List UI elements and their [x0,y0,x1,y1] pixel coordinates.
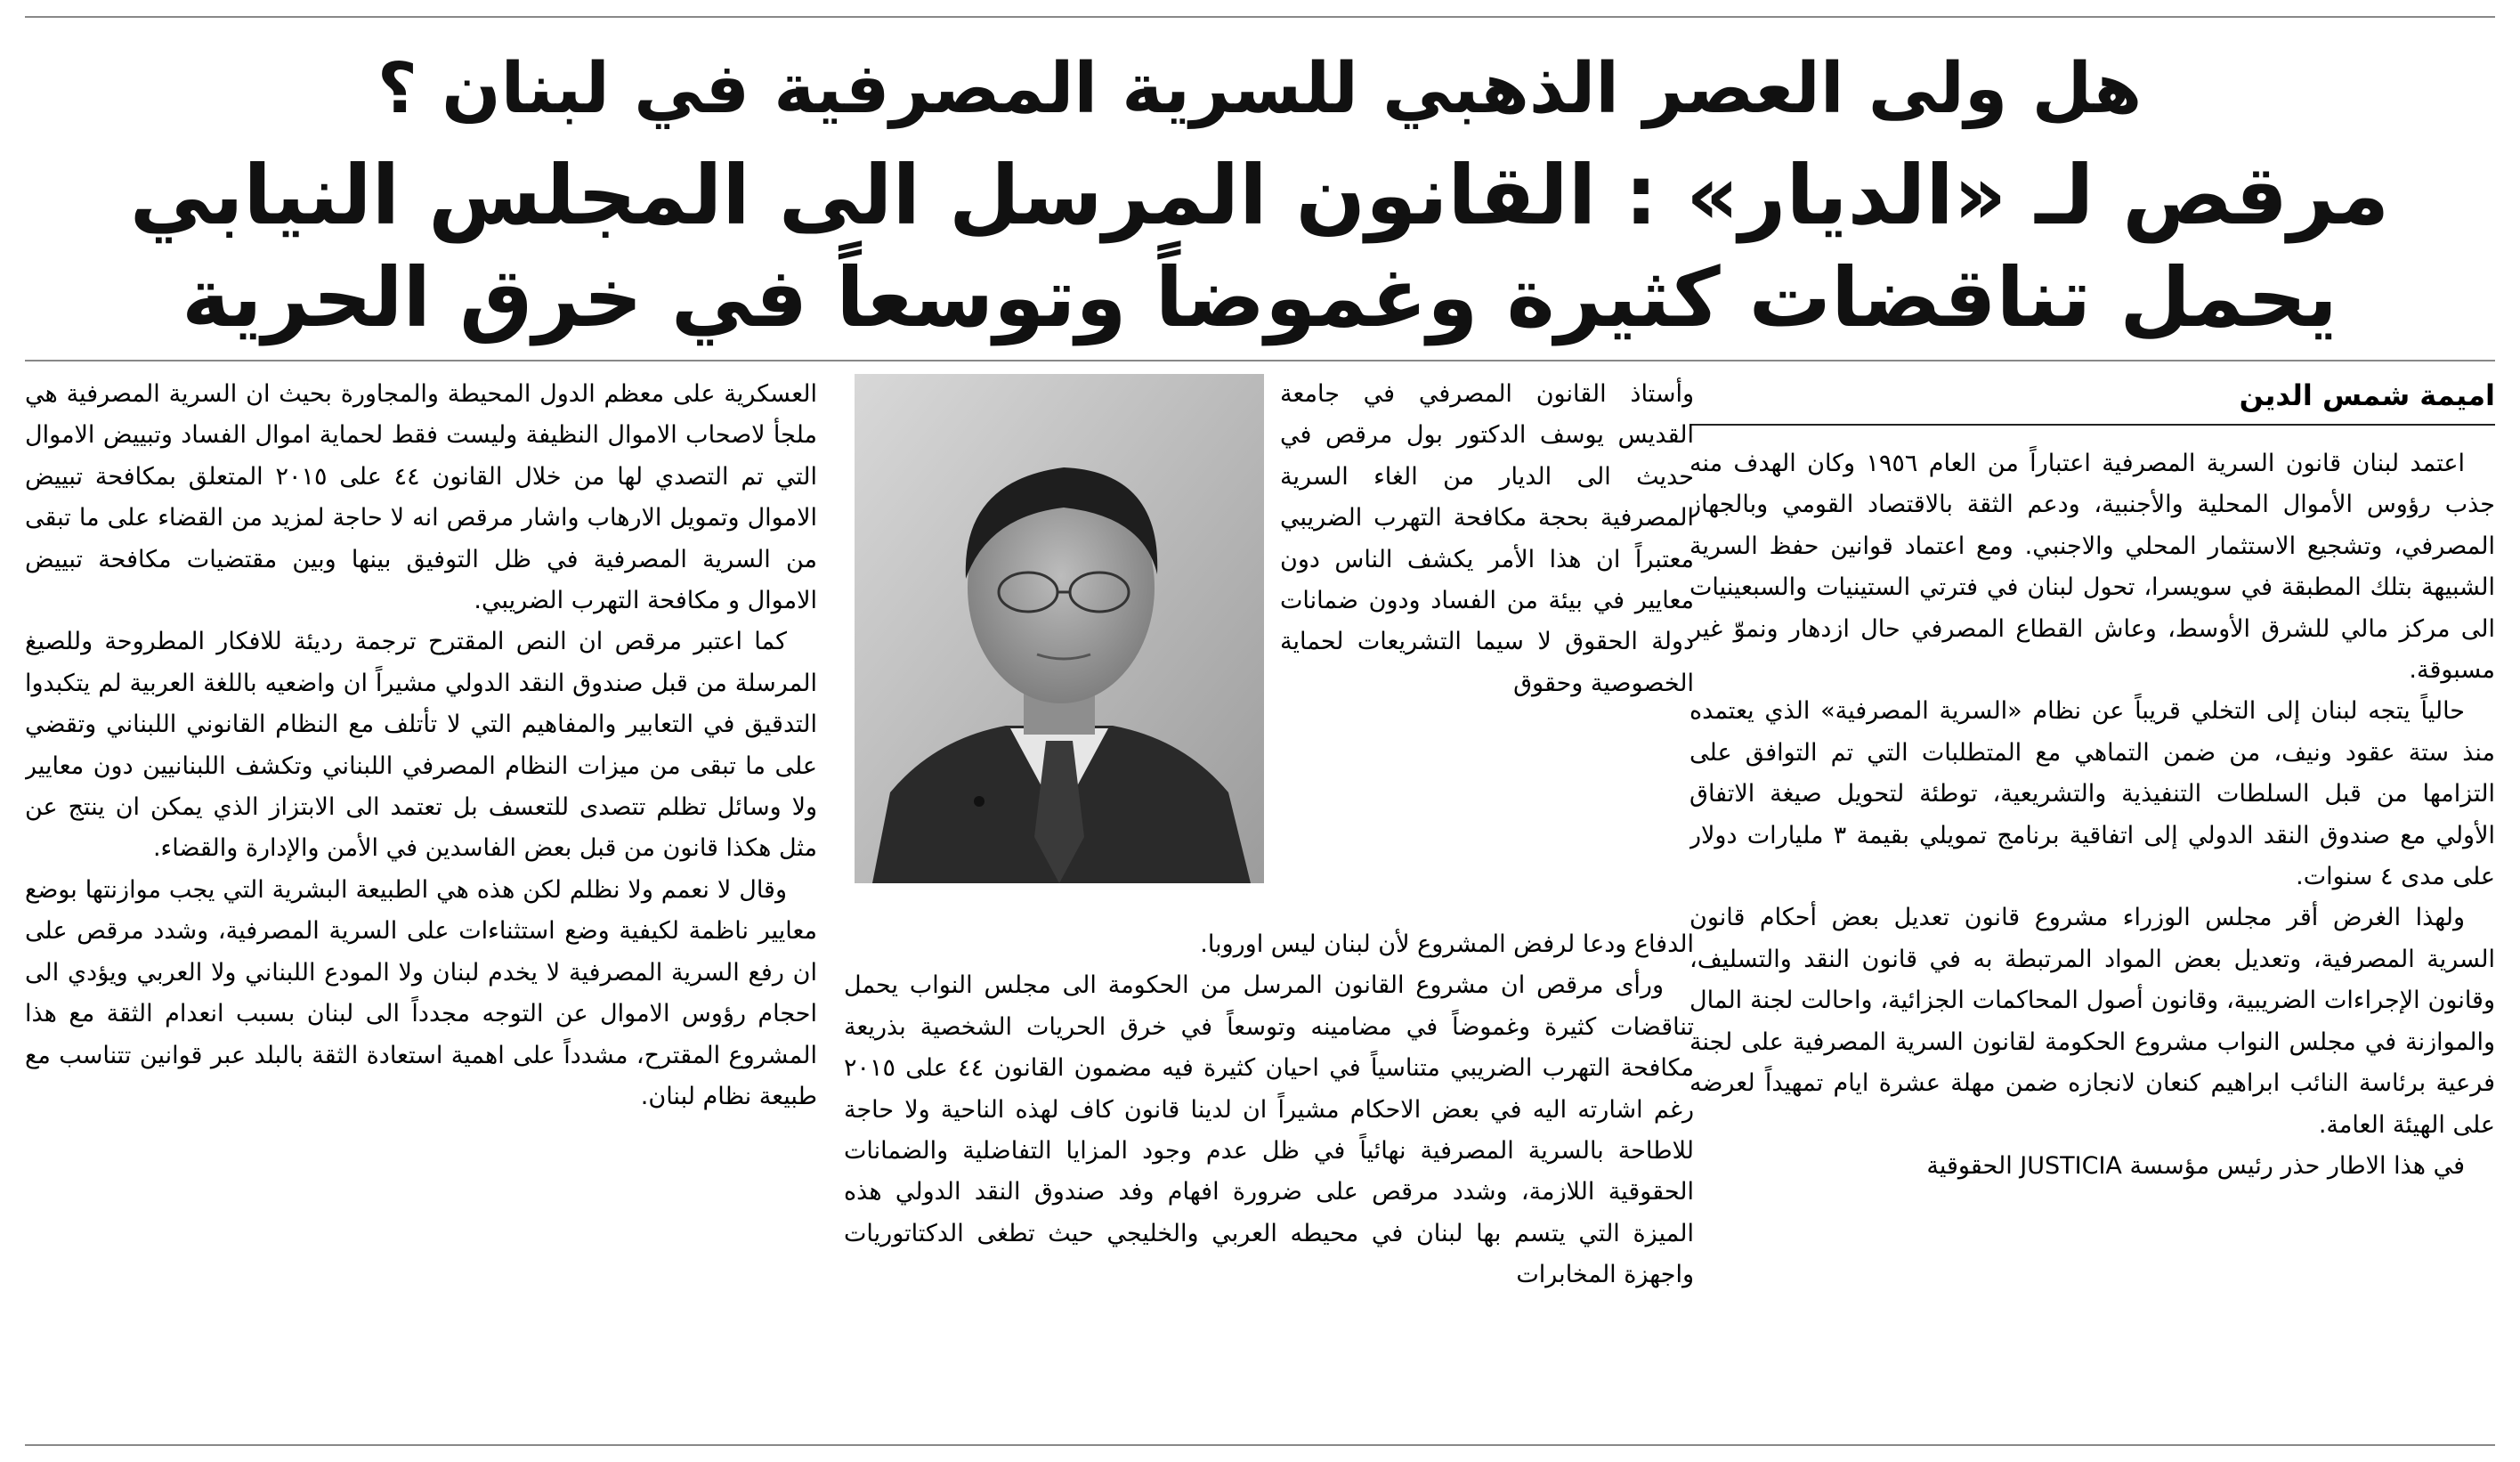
paragraph: العسكرية على معظم الدول المحيطة والمجاورة بحيث ان السرية المصرفية هي ملجأ لاصحاب الاموال النظيفة وليست فقط لحماية اموال الفساد وتبييض الاموال التي تم التصدي لها من خلال القانون ٤٤ على ٢٠١٥ المتعلق بمكافحة تبييض الاموال وتمويل الارهاب واشار مرقص انه لا حاجة لمزيد من القضاء على ما تبقى من السرية المصرفية في ظل التوفيق بينها وبين مقتضيات مكافحة تبييض الاموال و مكافحة التهرب الضريبي. [25,380,817,615]
paragraph: ورأى مرقص ان مشروع القانون المرسل من الحكومة الى مجلس النواب يحمل تناقضات كثيرة وغموضاً في مضامينه وتوسعاً في خرق الحريات الشخصية بذريعة مكافحة التهرب الضريبي متناسياً في احيان كثيرة فيه مضمون القانون ٤٤ على ٢٠١٥ رغم اشارته اليه في بعض الاحكام مشيراً ان لدينا قانون كاف لهذه الناحية ولا حاجة للاطاحة بالسرية المصرفية نهائياً في ظل عدم وجود المزايا التفاضلية والضمانات الحقوقية اللازمة، وشدد مرقص على ضرورة افهام وفد صندوق النقد الدولي هذه الميزة التي يتسم بها لبنان في محيطه العربي والخليجي حيث تطغى الدكتاتوريات واجهزة المخابرات [844,971,1694,1289]
portrait-illustration [855,374,1264,883]
paragraph: ولهذا الغرض أقر مجلس الوزراء مشروع قانون تعديل بعض أحكام قانون السرية المصرفية، وتعديل بعض المواد المرتبطة به في قانون النقد والتسليف، وقانون الإجراءات الضريبية، وقانون أصول المحاكمات الجزائية، واحالت لجنة المال والموازنة في مجلس النواب مشروع الحكومة لقانون السرية المصرفية على لجنة فرعية برئاسة النائب ابراهيم كنعان لانجازه ضمن مهلة عشرة ايام تمهيداً لعرضه على الهيئة العامة. [1689,904,2495,1139]
portrait-photo [855,374,1264,883]
headline-rule [25,360,2495,361]
top-rule [25,16,2495,18]
headline-main-line-1: مرقص لـ «الديار» : القانون المرسل الى المجلس النيابي [129,148,2390,243]
paragraph: في هذا الاطار حذر رئيس مؤسسة JUSTICIA الحقوقية [1926,1151,2465,1180]
paragraph: حالياً يتجه لبنان إلى التخلي قريباً عن نظام «السرية المصرفية» الذي يعتمده منذ ستة عقود ونيف، من ضمن التماهي مع المتطلبات التي تم التوافق على التزامها من قبل السلطات التنفيذية والتشريعية، توطئة لتحويل صيغة الاتفاق الأولي مع صندوق النقد الدولي إلى اتفاقية برنامج تمويلي بقيمة ٣ مليارات دولار على مدى ٤ سنوات. [1689,697,2495,891]
headline-main-line-2: يحمل تناقضات كثيرة وغموضاً وتوسعاً في خرق الحرية [182,250,2338,345]
article-column-middle-top [1280,374,1694,922]
article-column-left [25,374,817,1442]
paragraph: وقال لا نعمم ولا نظلم لكن هذه هي الطبيعة البشرية التي يجب موازنتها بوضع معايير ناظمة لكيفية وضع استثناءات على السرية المصرفية، وشدد مرقص على ان رفع السرية المصرفية لا يخدم لبنان ولا المودع اللبناني ولا العربي ويؤدي الى احجام رؤوس الاموال عن التوجه مجدداً الى لبنان بسبب انعدام الثقة مع هذا المشروع المقترح، مشدداً على اهمية استعادة الثقة بالبلد عبر قوانين تتناسب مع طبيعة نظام لبنان. [25,875,817,1110]
byline: اميمة شمس الدين [1689,374,2495,426]
paragraph: اعتمد لبنان قانون السرية المصرفية اعتباراً من العام ١٩٥٦ وكان الهدف منه جذب رؤوس الأموال المحلية والأجنبية، ودعم الثقة بالاقتصاد القومي وبالجهاز المصرفي، وتشجيع الاستثمار المحلي والاجنبي. ومع اعتماد قوانين حفظ السرية الشبيهة بتلك المطبقة في سويسرا، تحول لبنان في فترتي الستينيات والسبعينيات الى مركز مالي للشرق الأوسط، وعاش القطاع المصرفي حال ازدهار ونموّ غير مسبوقة. [1689,450,2495,685]
article-column-middle-bottom [844,924,1694,1442]
headline-kicker: هل ولى العصر الذهبي للسرية المصرفية في لبنان ؟ [377,49,2143,129]
paragraph: كما اعتبر مرقص ان النص المقترح ترجمة رديئة للافكار المطروحة وللصيغ المرسلة من قبل صندوق النقد الدولي مشيراً ان واضعيه باللغة العربية لم يتكبدوا التدقيق في التعابير والمفاهيم التي لا تأتلف مع النظام القانوني اللبناني وتقضي على ما تبقى من ميزات النظام المصرفي اللبناني وتكشف اللبنانيين دون معايير ولا وسائل تظلم تتصدى للتعسف بل تعتمد الى الابتزاز الذي يمكن ان ينتج عن مثل هكذا قانون من قبل بعض الفاسدين في الأمن والإدارة والقضاء. [25,628,817,863]
paragraph: وأستاذ القانون المصرفي في جامعة القديس يوسف الدكتور بول مرقص في حديث الى الديار من الغاء السرية المصرفية بحجة مكافحة التهرب الضريبي معتبراً ان هذا الأمر يكشف الناس دون معايير في بيئة من الفساد ودون ضمانات دولة الحقوق لا سيما التشريعات لحماية الخصوصية وحقوق [1280,380,1694,697]
paragraph: الدفاع ودعا لرفض المشروع لأن لبنان ليس اوروبا. [1200,930,1694,958]
bottom-rule [25,1444,2495,1446]
article-column-right [1689,374,2495,1442]
